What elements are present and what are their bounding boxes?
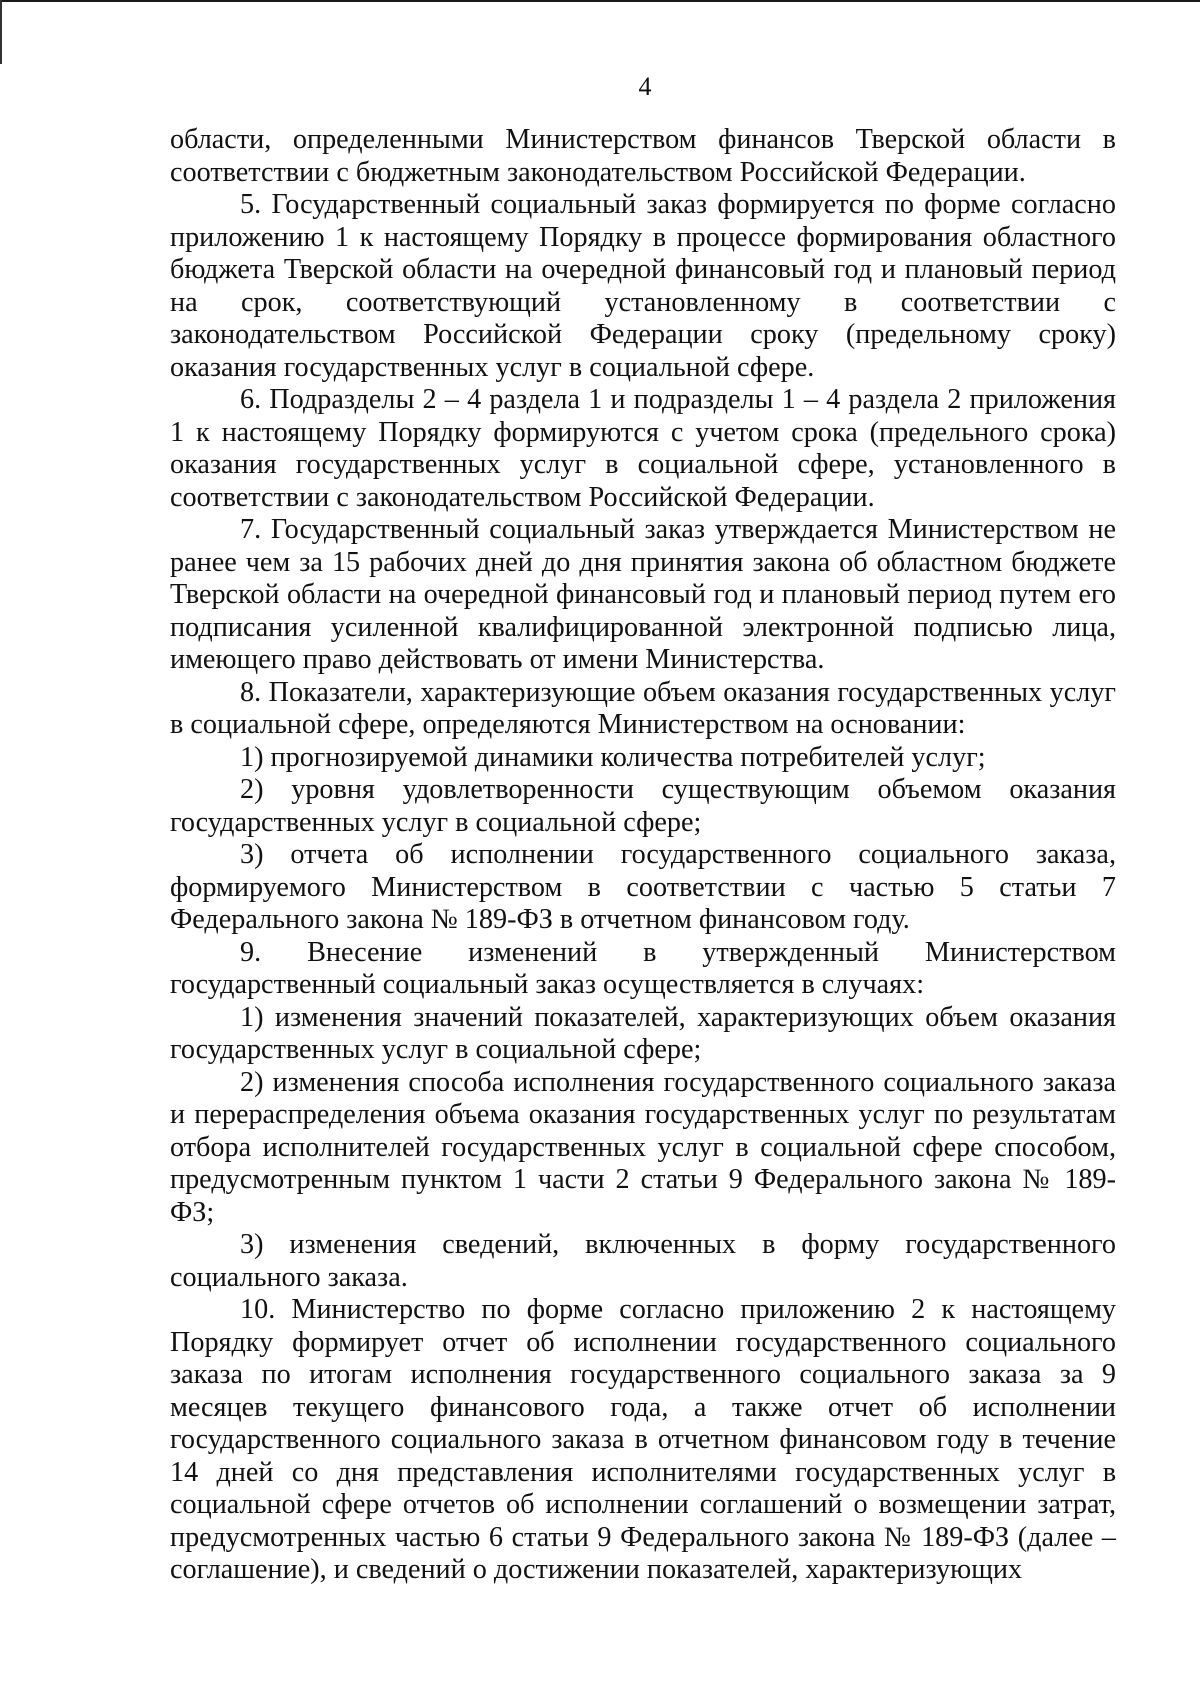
paragraph: 8. Показатели, характеризующие объем оказания государственных услуг в социальной сфере, определяются Министерством на основании: <box>170 676 1116 740</box>
paragraph: 3) отчета об исполнении государственного социального заказа, формируемого Министерством в соответствии с частью 5 статьи 7 Федерального закона № 189-ФЗ в отчетном финансовом году. <box>170 839 1116 935</box>
paragraph: 10. Министерство по форме согласно приложению 2 к настоящему Порядку формирует отчет об исполнении государственного социального заказа по итогам исполнения государственного социального заказа за 9 месяцев текущего финансового года, а также отчет об исполнении государственного социального заказа в отчетном финансовом году в течение 14 дней со дня представления исполнителями государственных услуг в социальной сфере отчетов об исполнении соглашений о возмещении затрат, предусмотренных частью 6 статьи 9 Федерального закона № 189-ФЗ (далее – соглашение), и сведений о достижении показателей, характеризующих <box>170 1294 1116 1585</box>
paragraph-continuation: области, определенными Министерством финансов Тверской области в соответствии с бюджетным законодательством Российской Федерации. <box>170 124 1116 188</box>
paragraph: 3) изменения сведений, включенных в форму государственного социального заказа. <box>170 1229 1116 1293</box>
paragraph: 1) изменения значений показателей, характеризующих объем оказания государственных услуг в социальной сфере; <box>170 1001 1116 1065</box>
scan-border-left <box>0 0 2 64</box>
paragraph: 1) прогнозируемой динамики количества потребителей услуг; <box>240 741 986 773</box>
paragraph: 6. Подразделы 2 – 4 раздела 1 и подразделы 1 – 4 раздела 2 приложения 1 к настоящему Порядку формируются с учетом срока (предельного срока) оказания государственных услуг в социальной сфере, установленного в соответствии с законодательством Российской Федерации. <box>170 384 1116 513</box>
document-body <box>170 124 1116 1587</box>
scan-border-top <box>0 0 1200 2</box>
paragraph: 9. Внесение изменений в утвержденный Министерством государственный социальный заказ осуществляется в случаях: <box>170 936 1116 1000</box>
paragraph: 2) уровня удовлетворенности существующим объемом оказания государственных услуг в социальной сфере; <box>170 774 1116 838</box>
paragraph: 7. Государственный социальный заказ утверждается Министерством не ранее чем за 15 рабочих дней до дня принятия закона об областном бюджете Тверской области на очередной финансовый год и плановый период путем его подписания усиленной квалифицированной электронной подписью лица, имеющего право действовать от имени Министерства. <box>170 514 1116 675</box>
paragraph: 5. Государственный социальный заказ формируется по форме согласно приложению 1 к настоящему Порядку в процессе формирования областного бюджета Тверской области на очередной финансовый год и плановый период на срок, соответствующий установленному в соответствии с законодательством Российской Федерации сроку (предельному сроку) оказания государственных услуг в социальной сфере. <box>170 189 1116 383</box>
page-number: 4 <box>638 72 652 101</box>
paragraph: 2) изменения способа исполнения государственного социального заказа и перераспределения объема оказания государственных услуг по результатам отбора исполнителей государственных услуг в социальной сфере способом, предусмотренным пунктом 1 части 2 статьи 9 Федерального закона № 189-ФЗ; <box>170 1066 1116 1228</box>
